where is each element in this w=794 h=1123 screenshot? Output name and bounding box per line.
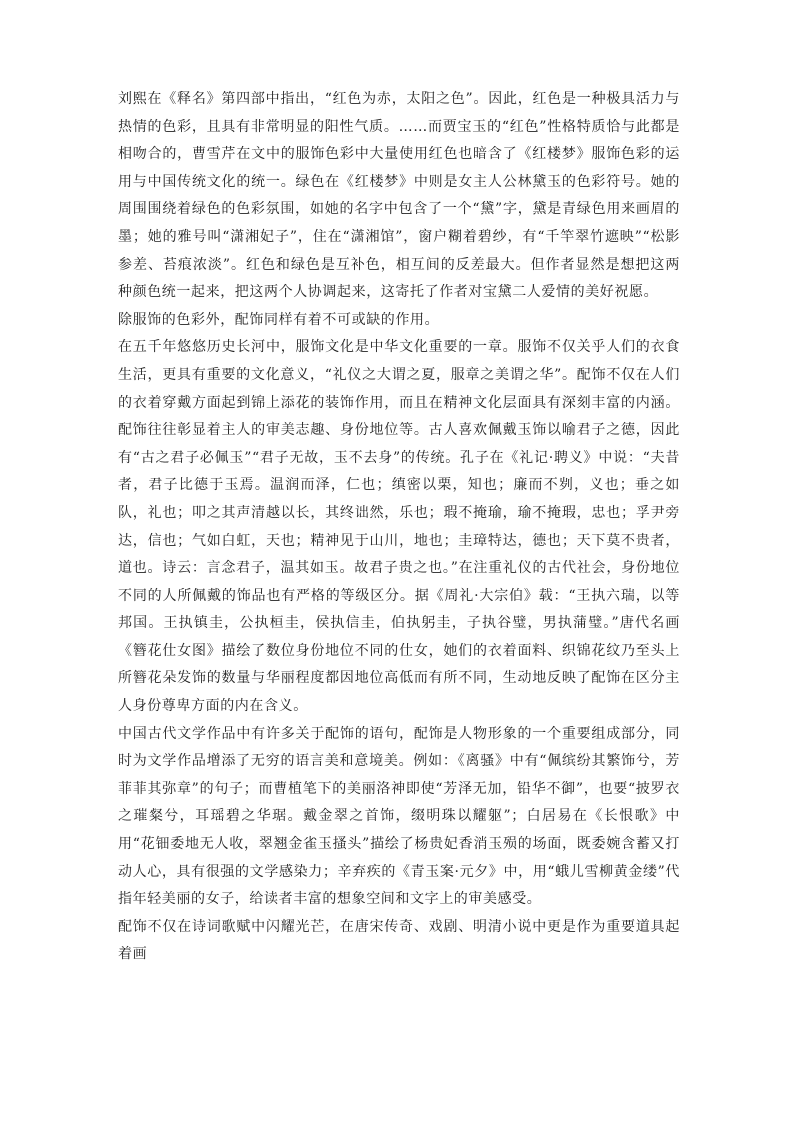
paragraph-accessories-in-literature: 中国古代文学作品中有许多关于配饰的语句，配饰是人物形象的一个重要组成部分，同时为文学作品增添了无穷的语言美和意境美。例如：《离骚》中有“佩缤纷其繁饰兮，芳菲菲其弥章”的句子；而曹植笔下的美丽洛神即使“芳泽无加，铅华不御”，也要“披罗衣之璀粲兮，耳瑶碧之华琚。戴金翠之首饰，缀明珠以耀躯”；白居易在《长恨歌》中用“花钿委地无人收，翠翘金雀玉搔头”描绘了杨贵妃香消玉殒的场面，既委婉含蓄又打动人心，具有很强的文学感染力；辛弃疾的《青玉案·元夕》中，用“蛾儿雪柳黄金缕”代指年轻美丽的女子，给读者丰富的想象空间和文字上的审美感受。 [118, 725, 680, 908]
paragraph-accessories-in-drama-novels: 配饰不仅在诗词歌赋中闪耀光芒，在唐宋传奇、戏剧、明清小说中更是作为重要道具起着画 [118, 918, 680, 963]
paragraph-red-green-colors: 刘熙在《释名》第四部中指出，“红色为赤，太阳之色”。因此，红色是一种极具活力与热情的色彩，且具有非常明显的阳性气质。……而贾宝玉的“红色”性格特质恰与此都是相吻合的，曹雪芹在文中的服饰色彩中大量使用红色也暗含了《红楼梦》服饰色彩的运用与中国传统文化的统一。绿色在《红楼梦》中则是女主人公林黛玉的色彩符号。她的周围围绕着绿色的色彩氛围，如她的名字中包含了一个“黛”字，黛是青绿色用来画眉的墨；她的雅号叫“潇湘妃子”，住在“潇湘馆”，窗户糊着碧纱，有“千竿翠竹遮映”“松影参差、苔痕浓淡”。红色和绿色是互补色，相互间的反差最大。但作者显然是想把这两种颜色统一起来，把这两个人协调起来，这寄托了作者对宝黛二人爱情的美好祝愿。 [118, 91, 680, 301]
paragraph-accessories-intro: 除服饰的色彩外，配饰同样有着不可或缺的作用。 [118, 311, 440, 328]
paragraph-accessory-culture: 在五千年悠悠历史长河中，服饰文化是中华文化重要的一章。服饰不仅关乎人们的衣食生活，更具有重要的文化意义，“礼仪之大谓之夏，服章之美谓之华”。配饰不仅在人们的衣着穿戴方面起到锦上添花的装饰作用，而且在精神文化层面具有深刻丰富的内涵。配饰往往彰显着主人的审美志趣、身份地位等。古人喜欢佩戴玉饰以喻君子之德，因此有“古之君子必佩玉”“君子无故，玉不去身”的传统。孔子在《礼记·聘义》中说：“夫昔者，君子比德于玉焉。温润而泽，仁也；缜密以栗，知也；廉而不刿，义也；垂之如队，礼也；叩之其声清越以长，其终诎然，乐也；瑕不掩瑜，瑜不掩瑕，忠也；孚尹旁达，信也；气如白虹，天也；精神见于山川，地也；圭璋特达，德也；天下莫不贵者，道也。诗云：言念君子，温其如玉。故君子贵之也。”在注重礼仪的古代社会，身份地位不同的人所佩戴的饰品也有严格的等级区分。据《周礼·大宗伯》载：“王执六瑞，以等邦国。王执镇圭，公执桓圭，侯执信圭，伯执躬圭，子执谷璧，男执蒲璧。”唐代名画《簪花仕女图》描绘了数位身份地位不同的仕女，她们的衣着面料、织锦花纹乃至头上所簪花朵发饰的数量与华丽程度都因地位高低而有所不同，生动地反映了配饰在区分主人身份尊卑方面的内在含义。 [118, 339, 680, 715]
document-body [118, 86, 680, 969]
